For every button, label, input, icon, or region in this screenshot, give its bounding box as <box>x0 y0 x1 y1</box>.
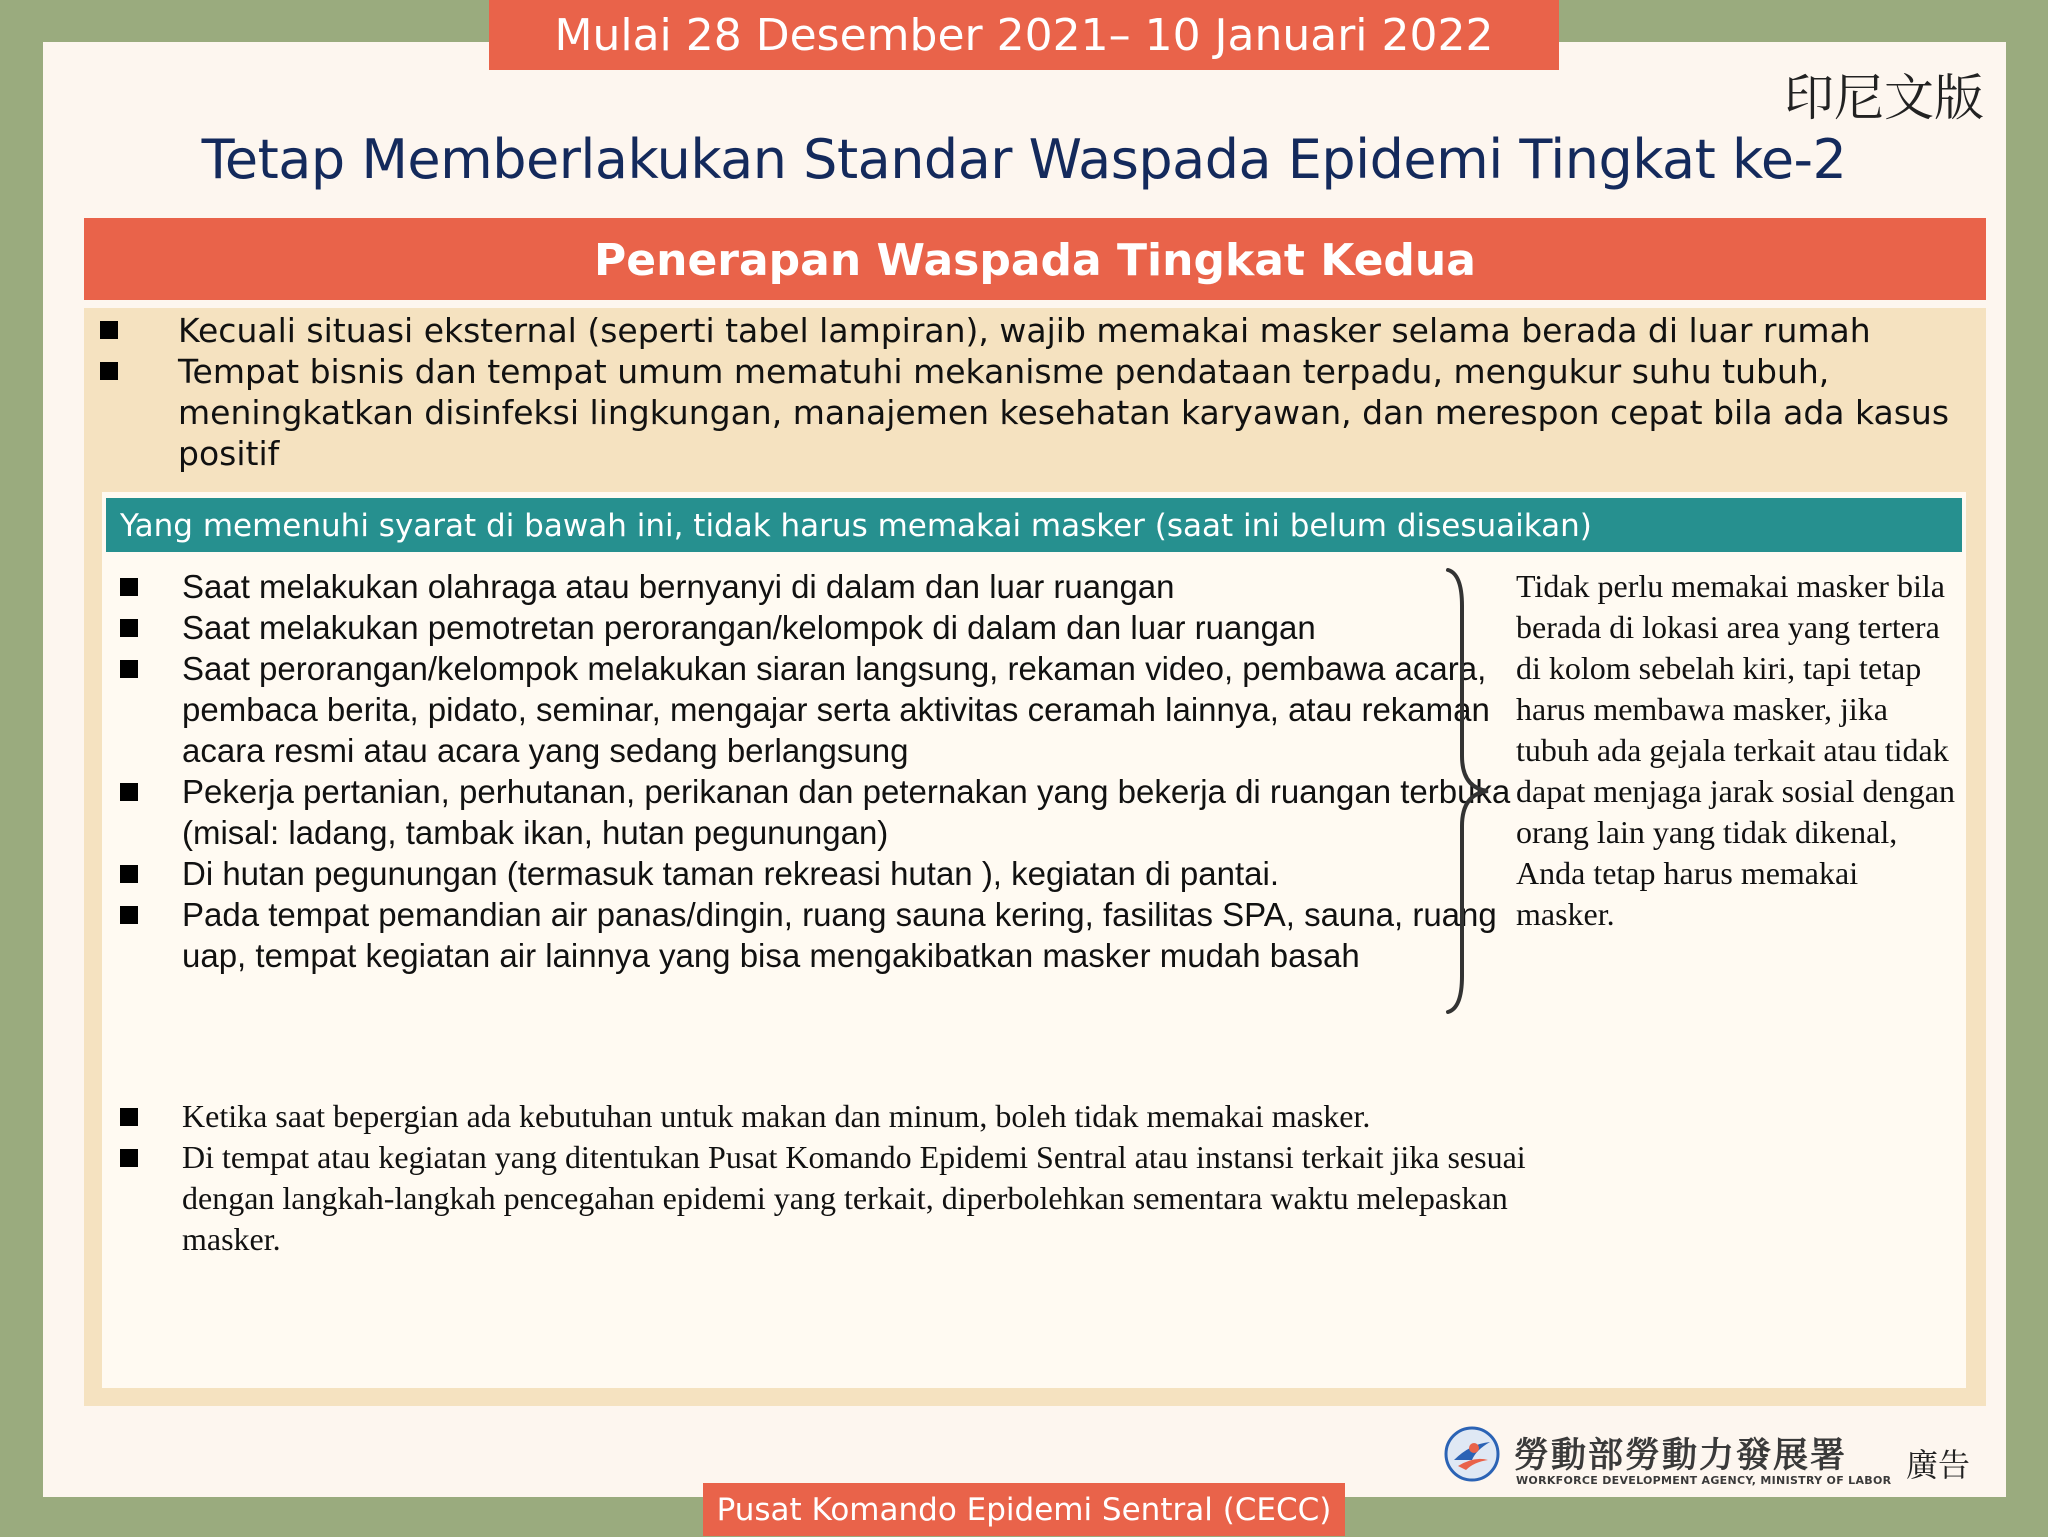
exemption-text: Saat melakukan pemotretan perorangan/kelompok di dalam dan luar ruangan <box>182 609 1316 646</box>
exemption-text: Saat melakukan olahraga atau bernyanyi di dalam dan luar ruangan <box>182 568 1175 605</box>
exemption-item <box>120 853 1540 894</box>
agency-name-chinese: 勞動部勞動力發展署 <box>1514 1436 1848 1476</box>
rule-text: Tempat bisnis dan tempat umum mematuhi mekanisme pendataan terpadu, mengukur suhu tubuh, meningkatkan disinfeksi lingkungan, manajemen kesehatan karyawan, dan merespon cepat bila ada kasus positif <box>178 352 1950 473</box>
exemption-text: Pada tempat pemandian air panas/dingin, ruang sauna kering, fasilitas SPA, sauna, ruang uap, tempat kegiatan air lainnya yang bisa mengakibatkan masker mudah basah <box>182 896 1497 974</box>
bullet-square-icon <box>100 321 118 339</box>
section-title: Penerapan Waspada Tingkat Kedua <box>84 218 1986 300</box>
other-exemption-item <box>120 1096 1540 1137</box>
agency-logo-icon <box>1444 1426 1500 1482</box>
bullet-square-icon <box>120 1149 138 1167</box>
agency-name-english: WORKFORCE DEVELOPMENT AGENCY, MINISTRY OF LABOR <box>1516 1474 1892 1487</box>
exemption-item <box>120 771 1540 853</box>
bullet-square-icon <box>120 1108 138 1126</box>
bullet-square-icon <box>100 362 118 380</box>
exemption-list <box>120 566 1540 976</box>
side-note: Tidak perlu memakai masker bila berada di lokasi area yang tertera di kolom sebelah kiri, tapi tetap harus membawa masker, jika tubuh ada gejala terkait atau tidak dapat menjaga jarak sosial dengan orang lain yang tidak dikenal, Anda tetap harus memakai masker. <box>1516 568 1955 932</box>
bullet-square-icon <box>120 865 138 883</box>
source-banner: Pusat Komando Epidemi Sentral (CECC) <box>703 1483 1345 1536</box>
exemption-text: Saat perorangan/kelompok melakukan siaran langsung, rekaman video, pembawa acara, pembaca berita, pidato, seminar, mengajar serta aktivitas ceramah lainnya, atau rekaman acara resmi atau acara yang sedang berlangsung <box>182 650 1490 769</box>
rule-text: Kecuali situasi eksternal (seperti tabel lampiran), wajib memakai masker selama berada di luar rumah <box>178 311 1871 350</box>
bullet-square-icon <box>120 660 138 678</box>
rule-item <box>100 351 1970 474</box>
exemption-item <box>120 648 1540 771</box>
rules-panel <box>84 308 1986 1406</box>
exemption-box <box>102 492 1966 1388</box>
bullet-square-icon <box>120 783 138 801</box>
curly-brace-icon <box>1436 566 1506 1016</box>
other-exemption-text: Ketika saat bepergian ada kebutuhan untuk makan dan minum, boleh tidak memakai masker. <box>182 1098 1371 1134</box>
other-exemption-item <box>120 1137 1540 1260</box>
exemption-text: Pekerja pertanian, perhutanan, perikanan dan peternakan yang bekerja di ruangan terbuka (misal: ladang, tambak ikan, hutan pegunungan) <box>182 773 1511 851</box>
bullet-square-icon <box>120 906 138 924</box>
exemption-item <box>120 894 1540 976</box>
rule-item <box>100 310 1970 351</box>
bullet-square-icon <box>120 619 138 637</box>
exemption-item <box>120 607 1540 648</box>
exemption-text: Di hutan pegunungan (termasuk taman rekreasi hutan ), kegiatan di pantai. <box>182 855 1280 892</box>
other-exemption-text: Di tempat atau kegiatan yang ditentukan Pusat Komando Epidemi Sentral atau instansi terkait jika sesuai dengan langkah-langkah pencegahan epidemi yang terkait, diperbolehkan sementara waktu melepaskan masker. <box>182 1139 1526 1257</box>
exemption-header: Yang memenuhi syarat di bawah ini, tidak harus memakai masker (saat ini belum disesuaikan) <box>106 498 1962 552</box>
language-tag: 印尼文版 <box>1784 69 1984 127</box>
rule-list <box>100 310 1970 474</box>
advertisement-label: 廣告 <box>1906 1446 1971 1484</box>
page-title: Tetap Memberlakukan Standar Waspada Epidemi Tingkat ke-2 <box>201 128 1847 191</box>
date-range-banner: Mulai 28 Desember 2021– 10 Januari 2022 <box>489 0 1559 70</box>
other-exemption-list <box>120 1096 1540 1260</box>
bullet-square-icon <box>120 578 138 596</box>
exemption-item <box>120 566 1540 607</box>
